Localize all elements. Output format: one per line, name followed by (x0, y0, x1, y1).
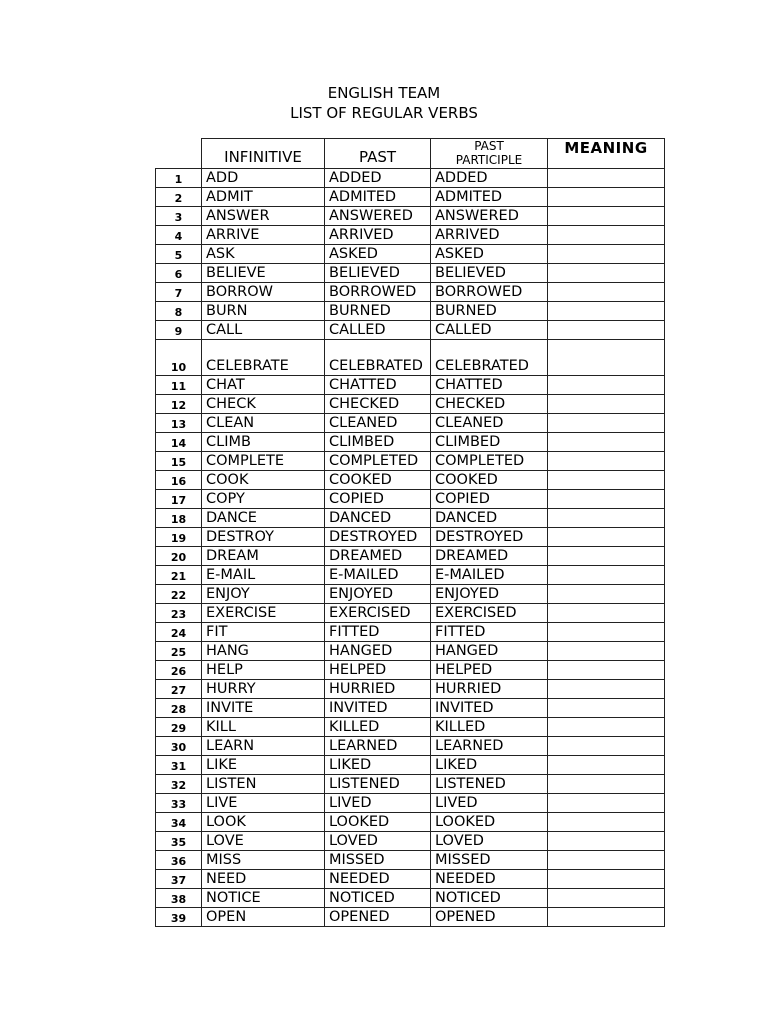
past-participle-column-header (431, 139, 548, 169)
past-participle-cell: ADDED (431, 169, 548, 188)
row-number: 13 (156, 414, 202, 433)
meaning-cell (548, 699, 665, 718)
past-participle-cell: LOOKED (431, 813, 548, 832)
table-row (156, 490, 665, 509)
table-header-row (156, 139, 665, 169)
meaning-cell (548, 207, 665, 226)
infinitive-cell: NOTICE (202, 889, 325, 908)
row-number: 35 (156, 832, 202, 851)
infinitive-cell: CHECK (202, 395, 325, 414)
past-participle-cell: COMPLETED (431, 452, 548, 471)
table-row (156, 207, 665, 226)
past-participle-cell: COOKED (431, 471, 548, 490)
row-number: 36 (156, 851, 202, 870)
table-row (156, 414, 665, 433)
infinitive-cell: KILL (202, 718, 325, 737)
past-cell: LOVED (325, 832, 431, 851)
past-cell: DREAMED (325, 547, 431, 566)
document-title: ENGLISH TEAM (327, 84, 441, 102)
row-number: 6 (156, 264, 202, 283)
infinitive-cell: BORROW (202, 283, 325, 302)
table-row (156, 623, 665, 642)
past-cell: OPENED (325, 908, 431, 927)
infinitive-cell: HELP (202, 661, 325, 680)
row-number: 7 (156, 283, 202, 302)
past-cell: LIKED (325, 756, 431, 775)
past-cell: NEEDED (325, 870, 431, 889)
infinitive-cell: DESTROY (202, 528, 325, 547)
meaning-cell (548, 302, 665, 321)
past-participle-cell: NEEDED (431, 870, 548, 889)
past-participle-cell: CALLED (431, 321, 548, 340)
past-participle-cell: OPENED (431, 908, 548, 927)
past-cell: CLIMBED (325, 433, 431, 452)
verbs-table (155, 138, 665, 927)
table-row (156, 226, 665, 245)
past-cell: COMPLETED (325, 452, 431, 471)
past-participle-cell: ARRIVED (431, 226, 548, 245)
row-number: 12 (156, 395, 202, 414)
past-participle-cell: LOVED (431, 832, 548, 851)
past-participle-cell: CHECKED (431, 395, 548, 414)
infinitive-cell: INVITE (202, 699, 325, 718)
infinitive-cell: HANG (202, 642, 325, 661)
past-participle-cell: MISSED (431, 851, 548, 870)
infinitive-cell: LIKE (202, 756, 325, 775)
past-participle-cell: DESTROYED (431, 528, 548, 547)
table-row (156, 851, 665, 870)
meaning-cell (548, 321, 665, 340)
past-cell: BORROWED (325, 283, 431, 302)
past-participle-cell: HELPED (431, 661, 548, 680)
meaning-cell (548, 566, 665, 585)
row-number: 32 (156, 775, 202, 794)
row-number: 33 (156, 794, 202, 813)
table-row (156, 528, 665, 547)
meaning-cell (548, 718, 665, 737)
table-row (156, 813, 665, 832)
document-subtitle: LIST OF REGULAR VERBS (290, 104, 478, 122)
row-number: 24 (156, 623, 202, 642)
past-participle-cell: NOTICED (431, 889, 548, 908)
past-cell: DANCED (325, 509, 431, 528)
past-cell: LISTENED (325, 775, 431, 794)
past-cell: LEARNED (325, 737, 431, 756)
past-participle-cell: ADMITED (431, 188, 548, 207)
table-row (156, 889, 665, 908)
infinitive-cell: BELIEVE (202, 264, 325, 283)
past-cell: BURNED (325, 302, 431, 321)
past-cell: CELEBRATED (325, 340, 431, 376)
row-number: 3 (156, 207, 202, 226)
row-number: 2 (156, 188, 202, 207)
number-column-header (156, 139, 202, 169)
meaning-cell (548, 509, 665, 528)
table-row (156, 547, 665, 566)
table-row (156, 566, 665, 585)
past-cell: HANGED (325, 642, 431, 661)
meaning-cell (548, 775, 665, 794)
past-participle-cell: HURRIED (431, 680, 548, 699)
row-number: 31 (156, 756, 202, 775)
meaning-cell (548, 794, 665, 813)
table-row (156, 452, 665, 471)
past-cell: COOKED (325, 471, 431, 490)
row-number: 27 (156, 680, 202, 699)
row-number: 39 (156, 908, 202, 927)
meaning-cell (548, 188, 665, 207)
past-cell: KILLED (325, 718, 431, 737)
row-number: 34 (156, 813, 202, 832)
table-row (156, 737, 665, 756)
meaning-cell (548, 264, 665, 283)
table-row (156, 870, 665, 889)
past-participle-cell: ASKED (431, 245, 548, 264)
past-cell: ENJOYED (325, 585, 431, 604)
past-participle-cell: HANGED (431, 642, 548, 661)
infinitive-cell: E-MAIL (202, 566, 325, 585)
row-number: 19 (156, 528, 202, 547)
infinitive-cell: OPEN (202, 908, 325, 927)
table-row (156, 699, 665, 718)
past-participle-cell: INVITED (431, 699, 548, 718)
past-cell: LOOKED (325, 813, 431, 832)
table-row (156, 680, 665, 699)
past-cell: HELPED (325, 661, 431, 680)
past-cell: CHECKED (325, 395, 431, 414)
past-cell: DESTROYED (325, 528, 431, 547)
row-number: 15 (156, 452, 202, 471)
meaning-cell (548, 452, 665, 471)
past-participle-header-line1: PAST (474, 139, 504, 153)
infinitive-cell: ARRIVE (202, 226, 325, 245)
table-row (156, 661, 665, 680)
past-cell: ASKED (325, 245, 431, 264)
infinitive-cell: LISTEN (202, 775, 325, 794)
past-cell: INVITED (325, 699, 431, 718)
meaning-cell (548, 433, 665, 452)
meaning-cell (548, 813, 665, 832)
table-row (156, 376, 665, 395)
infinitive-cell: NEED (202, 870, 325, 889)
row-number: 20 (156, 547, 202, 566)
past-participle-cell: EXERCISED (431, 604, 548, 623)
meaning-cell (548, 889, 665, 908)
past-participle-cell: LIKED (431, 756, 548, 775)
infinitive-cell: CLIMB (202, 433, 325, 452)
infinitive-cell: CELEBRATE (202, 340, 325, 376)
past-cell: CHATTED (325, 376, 431, 395)
past-cell: ADMITED (325, 188, 431, 207)
row-number: 1 (156, 169, 202, 188)
past-column-header: PAST (325, 139, 431, 169)
past-participle-cell: BURNED (431, 302, 548, 321)
past-participle-cell: DANCED (431, 509, 548, 528)
infinitive-cell: ANSWER (202, 207, 325, 226)
row-number: 10 (156, 340, 202, 376)
table-row (156, 718, 665, 737)
infinitive-cell: FIT (202, 623, 325, 642)
meaning-cell (548, 661, 665, 680)
past-participle-cell: ENJOYED (431, 585, 548, 604)
infinitive-cell: ADMIT (202, 188, 325, 207)
infinitive-cell: LIVE (202, 794, 325, 813)
past-cell: ANSWERED (325, 207, 431, 226)
meaning-cell (548, 585, 665, 604)
past-participle-cell: CELEBRATED (431, 340, 548, 376)
table-row (156, 908, 665, 927)
row-number: 11 (156, 376, 202, 395)
past-participle-cell: ANSWERED (431, 207, 548, 226)
table-row (156, 756, 665, 775)
table-row (156, 169, 665, 188)
meaning-cell (548, 376, 665, 395)
row-number: 30 (156, 737, 202, 756)
row-number: 28 (156, 699, 202, 718)
infinitive-cell: COPY (202, 490, 325, 509)
infinitive-cell: CHAT (202, 376, 325, 395)
past-participle-cell: FITTED (431, 623, 548, 642)
row-number: 21 (156, 566, 202, 585)
past-participle-cell: E-MAILED (431, 566, 548, 585)
meaning-cell (548, 642, 665, 661)
meaning-cell (548, 623, 665, 642)
meaning-cell (548, 528, 665, 547)
row-number: 26 (156, 661, 202, 680)
infinitive-cell: LOOK (202, 813, 325, 832)
infinitive-cell: COOK (202, 471, 325, 490)
row-number: 25 (156, 642, 202, 661)
row-number: 5 (156, 245, 202, 264)
past-cell: CALLED (325, 321, 431, 340)
row-number: 8 (156, 302, 202, 321)
infinitive-column-header: INFINITIVE (202, 139, 325, 169)
infinitive-cell: LEARN (202, 737, 325, 756)
past-participle-cell: DREAMED (431, 547, 548, 566)
table-row (156, 433, 665, 452)
table-row (156, 585, 665, 604)
table-row (156, 604, 665, 623)
table-row (156, 245, 665, 264)
past-cell: BELIEVED (325, 264, 431, 283)
meaning-cell (548, 680, 665, 699)
past-cell: NOTICED (325, 889, 431, 908)
past-cell: E-MAILED (325, 566, 431, 585)
past-cell: COPIED (325, 490, 431, 509)
row-number: 16 (156, 471, 202, 490)
table-row (156, 321, 665, 340)
meaning-cell (548, 471, 665, 490)
meaning-cell (548, 283, 665, 302)
past-participle-cell: CHATTED (431, 376, 548, 395)
past-participle-cell: COPIED (431, 490, 548, 509)
row-number: 17 (156, 490, 202, 509)
verbs-table-body (156, 169, 665, 927)
table-row (156, 264, 665, 283)
meaning-cell (548, 870, 665, 889)
meaning-cell (548, 395, 665, 414)
infinitive-cell: DANCE (202, 509, 325, 528)
row-number: 18 (156, 509, 202, 528)
infinitive-cell: ASK (202, 245, 325, 264)
table-row (156, 188, 665, 207)
row-number: 29 (156, 718, 202, 737)
infinitive-cell: ENJOY (202, 585, 325, 604)
infinitive-cell: COMPLETE (202, 452, 325, 471)
meaning-cell (548, 414, 665, 433)
past-participle-cell: KILLED (431, 718, 548, 737)
past-participle-cell: BORROWED (431, 283, 548, 302)
infinitive-cell: CALL (202, 321, 325, 340)
infinitive-cell: EXERCISE (202, 604, 325, 623)
meaning-cell (548, 245, 665, 264)
table-row (156, 471, 665, 490)
past-participle-cell: CLIMBED (431, 433, 548, 452)
row-number: 4 (156, 226, 202, 245)
past-cell: HURRIED (325, 680, 431, 699)
row-number: 37 (156, 870, 202, 889)
row-number: 23 (156, 604, 202, 623)
infinitive-cell: ADD (202, 169, 325, 188)
table-row (156, 302, 665, 321)
table-row (156, 775, 665, 794)
meaning-cell (548, 832, 665, 851)
row-number: 22 (156, 585, 202, 604)
table-row (156, 283, 665, 302)
table-row (156, 642, 665, 661)
meaning-cell (548, 490, 665, 509)
past-participle-cell: LEARNED (431, 737, 548, 756)
meaning-cell (548, 226, 665, 245)
meaning-column-header: MEANING (548, 139, 665, 169)
meaning-cell (548, 908, 665, 927)
infinitive-cell: CLEAN (202, 414, 325, 433)
past-participle-cell: LISTENED (431, 775, 548, 794)
table-row (156, 794, 665, 813)
past-participle-cell: BELIEVED (431, 264, 548, 283)
table-row (156, 340, 665, 376)
meaning-cell (548, 547, 665, 566)
row-number: 9 (156, 321, 202, 340)
infinitive-cell: DREAM (202, 547, 325, 566)
infinitive-cell: LOVE (202, 832, 325, 851)
past-cell: ADDED (325, 169, 431, 188)
past-cell: EXERCISED (325, 604, 431, 623)
meaning-cell (548, 737, 665, 756)
infinitive-cell: BURN (202, 302, 325, 321)
infinitive-cell: HURRY (202, 680, 325, 699)
past-cell: LIVED (325, 794, 431, 813)
row-number: 38 (156, 889, 202, 908)
meaning-cell (548, 756, 665, 775)
past-participle-header-line2: PARTICIPLE (455, 153, 523, 167)
meaning-cell (548, 604, 665, 623)
row-number: 14 (156, 433, 202, 452)
past-cell: MISSED (325, 851, 431, 870)
meaning-cell (548, 851, 665, 870)
meaning-cell (548, 340, 665, 376)
past-cell: CLEANED (325, 414, 431, 433)
past-cell: ARRIVED (325, 226, 431, 245)
past-cell: FITTED (325, 623, 431, 642)
table-row (156, 395, 665, 414)
table-row (156, 832, 665, 851)
meaning-cell (548, 169, 665, 188)
past-participle-cell: LIVED (431, 794, 548, 813)
table-row (156, 509, 665, 528)
infinitive-cell: MISS (202, 851, 325, 870)
past-participle-cell: CLEANED (431, 414, 548, 433)
